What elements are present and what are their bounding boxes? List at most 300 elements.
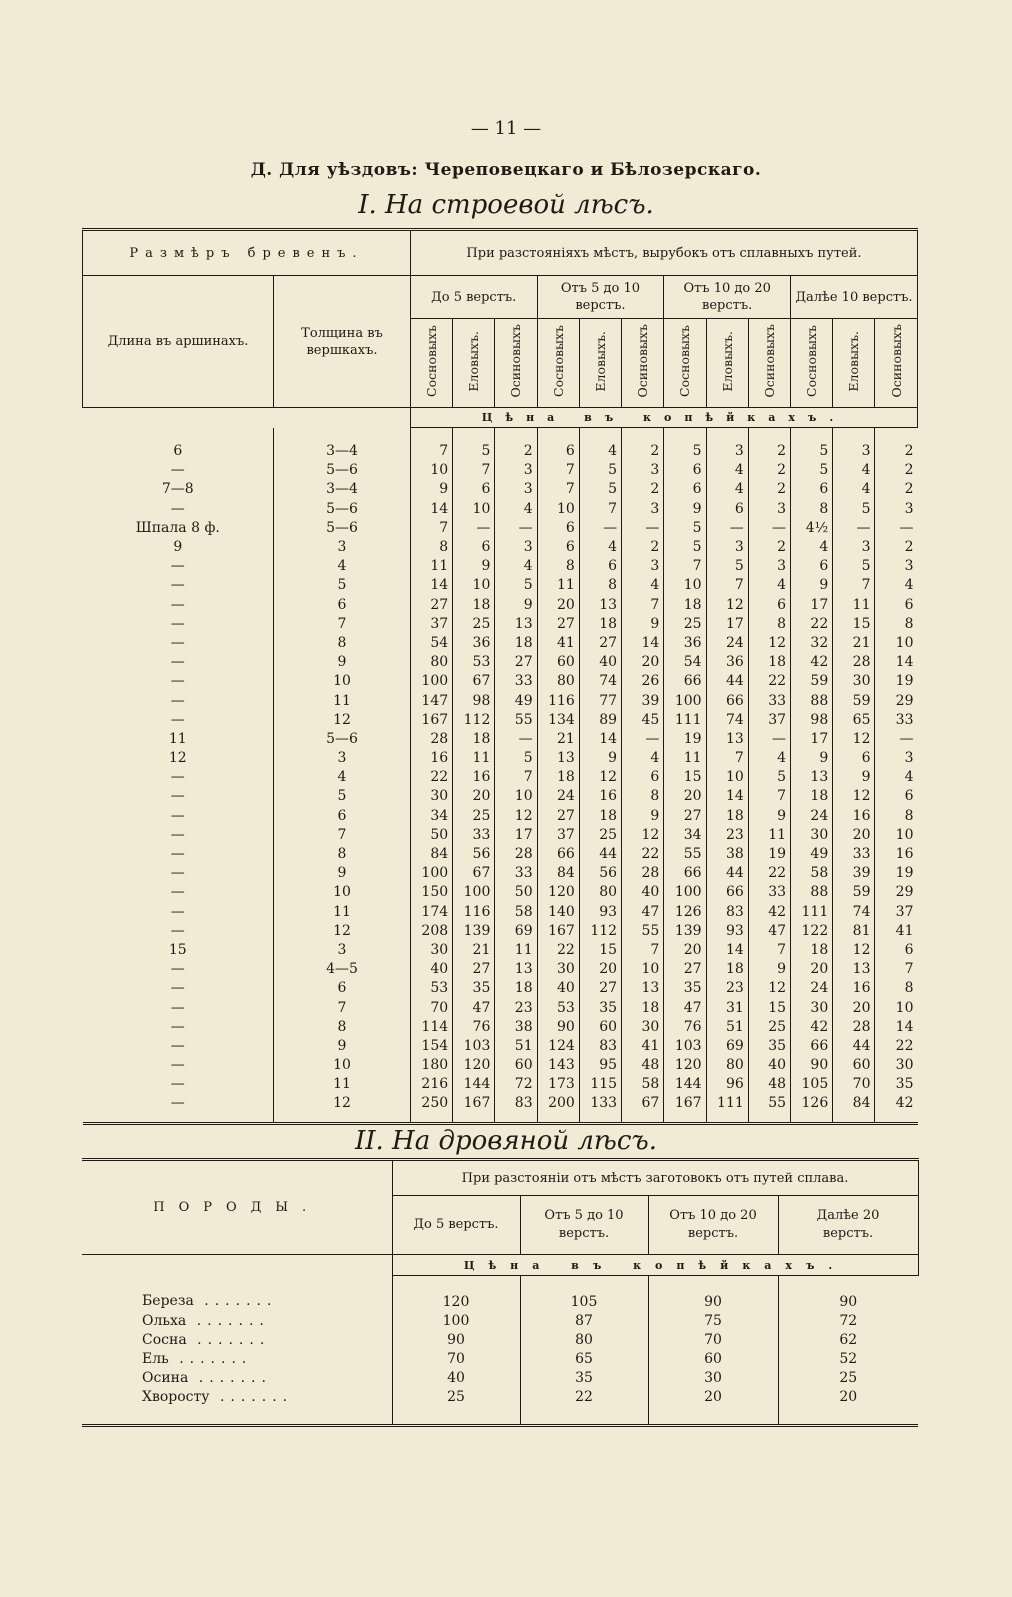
price-cell: 33 [495,672,537,691]
price-cell: 10 [706,768,748,787]
table-row [83,519,918,538]
price-cell: 4 [791,538,833,557]
price-cell: 40 [537,979,579,998]
price-cell: 6 [833,749,875,768]
price-cell: 53 [410,979,452,998]
price-cell: 81 [833,922,875,941]
price-cell: 53 [453,653,495,672]
price-cell: 36 [453,634,495,653]
price-cell: 16 [453,768,495,787]
price-cell: 13 [579,596,621,615]
price-cell: 3 [495,480,537,499]
price-cell: 28 [622,864,664,883]
price-cell: 47 [748,922,790,941]
species-name: Хворосту [142,1388,210,1405]
length-cell: 7—8 [161,481,194,498]
length-cell: — [170,922,185,939]
price-cell: 8 [579,576,621,595]
table-row [82,1387,918,1426]
price-cell: 167 [453,1094,495,1123]
species-header [579,319,621,408]
price-cell: 4 [579,428,621,462]
price-cell: 114 [410,1018,452,1037]
price-cell: 45 [622,711,664,730]
species-label: Осиновыхъ [508,324,524,398]
table-row [83,480,918,499]
price-cell: 67 [622,1094,664,1123]
thickness-cell: 3 [274,749,411,768]
thickness-cell: 6 [274,979,411,998]
table-row [82,1330,918,1349]
price-cell: 3 [748,557,790,576]
price-cell: 9 [622,615,664,634]
thickness-cell: 12 [274,922,411,941]
price-cell: 11 [495,941,537,960]
table-row [83,979,918,998]
price-cell: 17 [791,730,833,749]
thickness-cell: 11 [274,1075,411,1094]
price-cell: 6 [748,596,790,615]
price-cell: 3 [622,557,664,576]
price-cell: 11 [453,749,495,768]
price-cell: 216 [410,1075,452,1094]
price-cell: 10 [875,826,918,845]
price-cell: 27 [664,960,706,979]
species-label: Сосновыхъ [550,325,566,397]
price-cell: 70 [410,998,452,1017]
length-cell: — [170,692,185,709]
price-cell: 111 [706,1094,748,1123]
price-cell: 111 [791,903,833,922]
thickness-cell: 8 [274,845,411,864]
price-cell: 90 [392,1330,520,1349]
price-cell: 58 [495,903,537,922]
species-header [791,319,833,408]
price-cell: 3 [833,428,875,462]
price-cell: 208 [410,922,452,941]
thickness-cell: 7 [274,826,411,845]
price-cell: 83 [706,903,748,922]
price-cell: 2 [748,461,790,480]
length-cell: — [170,1076,185,1093]
price-cell: 14 [622,634,664,653]
price-cell: 8 [875,979,918,998]
price-cell: 7 [706,576,748,595]
price-cell: 6 [453,480,495,499]
price-cell: 52 [778,1349,918,1368]
price-cell: 6 [791,557,833,576]
species-header [748,319,790,408]
price-cell: 5 [579,480,621,499]
table-row [83,730,918,749]
table-row [83,596,918,615]
price-cell: 88 [791,883,833,902]
length-cell: — [170,1037,185,1054]
price-cell: 100 [453,883,495,902]
price-cell: 75 [648,1311,778,1330]
price-cell: 18 [537,768,579,787]
table-row [83,1018,918,1037]
price-cell: 33 [453,826,495,845]
price-cell: 9 [495,596,537,615]
species-header [664,319,706,408]
price-cell: 140 [537,903,579,922]
price-cell: 67 [453,864,495,883]
price-cell: 22 [791,615,833,634]
price-cell: 30 [833,672,875,691]
price-cell: 20 [622,653,664,672]
price-cell: 18 [495,634,537,653]
price-cell: 2 [875,461,918,480]
price-cell: 100 [410,864,452,883]
price-cell: 7 [410,428,452,462]
price-cell: 6 [791,480,833,499]
price-cell: 60 [495,1056,537,1075]
price-cell: 115 [579,1075,621,1094]
length-cell: — [170,1018,185,1035]
price-cell: 5 [495,749,537,768]
price-cell: 21 [833,634,875,653]
price-cell: 5 [791,461,833,480]
length-cell: — [170,673,185,690]
price-cell: 2 [622,480,664,499]
price-cell: — [495,730,537,749]
price-caption: Цѣна въ копѣйкахъ. [392,1255,918,1276]
price-cell: 76 [664,1018,706,1037]
price-cell: 41 [537,634,579,653]
price-cell: 93 [706,922,748,941]
price-cell: 22 [622,845,664,864]
price-cell: 33 [748,883,790,902]
price-cell: 33 [875,711,918,730]
price-cell: 6 [453,538,495,557]
price-cell: 67 [453,672,495,691]
price-cell: 6 [875,596,918,615]
price-cell: 25 [579,826,621,845]
price-cell: 167 [410,711,452,730]
price-cell: 150 [410,883,452,902]
price-cell: 90 [791,1056,833,1075]
price-cell: 105 [791,1075,833,1094]
table-row [83,883,918,902]
price-cell: 72 [778,1311,918,1330]
price-cell: 30 [648,1368,778,1387]
species-header [410,319,452,408]
species-name: Береза [142,1293,194,1310]
price-cell: 13 [495,960,537,979]
thickness-cell: 10 [274,883,411,902]
price-cell: 120 [453,1056,495,1075]
length-cell: — [170,807,185,824]
price-cell: 7 [622,596,664,615]
species-header [495,319,537,408]
price-cell: — [875,730,918,749]
length-cell: — [170,596,185,613]
table-row [83,711,918,730]
price-cell: 23 [706,979,748,998]
price-cell: 4 [622,576,664,595]
price-cell: 5 [495,576,537,595]
price-cell: 4 [875,768,918,787]
price-cell: 66 [664,672,706,691]
price-cell: 22 [410,768,452,787]
table-row [83,807,918,826]
price-cell: 27 [410,596,452,615]
price-cell: 3 [875,749,918,768]
price-cell: 51 [495,1037,537,1056]
price-cell: 4½ [791,519,833,538]
price-cell: 12 [579,768,621,787]
price-cell: 83 [579,1037,621,1056]
price-cell: 48 [622,1056,664,1075]
table-row [83,634,918,653]
price-cell: 28 [410,730,452,749]
price-cell: 26 [622,672,664,691]
thickness-cell: 11 [274,903,411,922]
price-cell: 19 [875,672,918,691]
species-header [622,319,664,408]
price-cell: 13 [833,960,875,979]
price-cell: 22 [875,1037,918,1056]
price-cell: 55 [495,711,537,730]
price-cell: 83 [495,1094,537,1123]
price-cell: 27 [579,979,621,998]
timber-price-table [82,228,918,1125]
species-label: Сосновыхъ [677,325,693,397]
group-header: До 5 верстъ. [392,1196,520,1255]
price-cell: 59 [833,691,875,710]
price-cell: 23 [706,826,748,845]
species-label: Еловыхъ. [466,330,482,392]
price-cell: 19 [664,730,706,749]
price-cell: 112 [453,711,495,730]
length-cell: — [170,577,185,594]
price-cell: 10 [664,576,706,595]
price-cell: 2 [622,428,664,462]
group-header: Отъ 10 до 20 верстъ. [664,276,791,319]
price-cell: 47 [622,903,664,922]
price-cell: 33 [833,845,875,864]
price-cell: 7 [410,519,452,538]
price-cell: 3 [875,557,918,576]
price-cell: 60 [648,1349,778,1368]
thickness-cell: 9 [274,653,411,672]
price-cell: 93 [579,903,621,922]
length-cell: — [170,634,185,651]
price-cell: 9 [748,960,790,979]
price-cell: 12 [833,787,875,806]
table-row [83,864,918,883]
price-cell: 30 [410,941,452,960]
species-cell [82,1368,392,1387]
price-cell: 16 [875,845,918,864]
price-cell: 22 [537,941,579,960]
species-header [706,319,748,408]
price-cell: 66 [791,1037,833,1056]
price-cell: 2 [748,428,790,462]
price-cell: 80 [579,883,621,902]
price-cell: 35 [520,1368,648,1387]
section2-title: II. На дровяной лѣсъ. [354,1126,658,1156]
price-cell: 7 [748,787,790,806]
table-row [82,1349,918,1368]
price-cell: 24 [706,634,748,653]
price-cell: 6 [622,768,664,787]
price-cell: 5 [664,538,706,557]
price-cell: 50 [410,826,452,845]
price-cell: 5 [833,500,875,519]
price-cell: 14 [875,1018,918,1037]
price-cell: 76 [453,1018,495,1037]
price-cell: 13 [622,979,664,998]
price-caption: Цѣна въ копѣйкахъ. [410,408,917,428]
price-cell: 77 [579,691,621,710]
price-cell: 120 [664,1056,706,1075]
thickness-cell: 4—5 [274,960,411,979]
thickness-cell: 3 [274,941,411,960]
price-cell: 42 [748,903,790,922]
price-cell: 167 [664,1094,706,1123]
table-row [83,749,918,768]
species-header [453,319,495,408]
price-cell: — [495,519,537,538]
price-cell: 20 [664,787,706,806]
price-cell: 13 [537,749,579,768]
price-cell: 111 [664,711,706,730]
table-row [83,768,918,787]
price-cell: 69 [495,922,537,941]
species-header [537,319,579,408]
price-cell: 69 [706,1037,748,1056]
length-cell: — [170,999,185,1016]
price-cell: 7 [537,461,579,480]
species-label: Еловыхъ. [719,330,735,392]
price-cell: 41 [875,922,918,941]
price-cell: 144 [453,1075,495,1094]
price-cell: 7 [748,941,790,960]
price-cell: 103 [453,1037,495,1056]
price-cell: 8 [875,807,918,826]
price-cell: 5 [833,557,875,576]
price-cell: 56 [453,845,495,864]
price-cell: 37 [410,615,452,634]
price-cell: 28 [495,845,537,864]
thickness-cell: 8 [274,634,411,653]
price-cell: 30 [791,998,833,1017]
price-cell: 10 [495,787,537,806]
price-cell: 28 [833,1018,875,1037]
price-cell: 120 [537,883,579,902]
price-cell: 28 [833,653,875,672]
price-cell: 22 [748,864,790,883]
price-cell: 4 [833,480,875,499]
table-row [83,998,918,1017]
price-cell: 3 [495,538,537,557]
species-label: Сосновыхъ [424,325,440,397]
price-cell: 17 [706,615,748,634]
price-cell: 20 [833,826,875,845]
price-cell: 124 [537,1037,579,1056]
length-cell: — [170,826,185,843]
price-cell: — [875,519,918,538]
price-cell: 7 [706,749,748,768]
price-cell: 84 [833,1094,875,1123]
price-cell: 12 [748,634,790,653]
leader-dots: ....... [186,1331,271,1348]
price-cell: 10 [875,998,918,1017]
price-cell: 250 [410,1094,452,1123]
price-cell: 34 [664,826,706,845]
price-cell: 39 [622,691,664,710]
price-cell: 11 [748,826,790,845]
price-cell: — [622,519,664,538]
price-cell: 98 [791,711,833,730]
length-cell: 12 [168,750,187,767]
price-cell: 139 [664,922,706,941]
price-cell: 11 [537,576,579,595]
table-row [83,576,918,595]
price-cell: 5 [453,428,495,462]
length-cell: 15 [168,941,187,958]
price-cell: 144 [664,1075,706,1094]
price-cell: 80 [537,672,579,691]
price-cell: 12 [622,826,664,845]
price-cell: 80 [706,1056,748,1075]
species-label: Еловыхъ. [846,330,862,392]
thickness-cell: 6 [274,807,411,826]
thickness-cell: 10 [274,672,411,691]
header-log-size: Размѣръ бревенъ. [83,230,411,276]
price-cell: 54 [410,634,452,653]
price-cell: 30 [875,1056,918,1075]
price-cell: 147 [410,691,452,710]
price-cell: 98 [453,691,495,710]
length-cell: — [170,788,185,805]
price-cell: 25 [748,1018,790,1037]
length-cell: — [170,711,185,728]
price-cell: 167 [537,922,579,941]
header-distance: При разстояніи отъ мѣстъ заготовокъ отъ путей сплава. [392,1160,918,1196]
price-cell: 7 [579,500,621,519]
price-cell: 12 [706,596,748,615]
price-cell: 51 [706,1018,748,1037]
price-cell: 6 [706,500,748,519]
price-cell: 13 [706,730,748,749]
species-name: Осина [142,1369,189,1386]
thickness-cell: 12 [274,1094,411,1123]
price-cell: 6 [875,941,918,960]
thickness-cell: 5—6 [274,519,411,538]
thickness-cell: 6 [274,596,411,615]
thickness-cell: 4 [274,557,411,576]
price-cell: 9 [664,500,706,519]
species-cell [82,1330,392,1349]
price-cell: 66 [706,883,748,902]
length-cell: — [170,1095,185,1112]
thickness-cell: 3—4 [274,480,411,499]
price-cell: 8 [410,538,452,557]
price-cell: 25 [392,1387,520,1426]
price-cell: 4 [495,500,537,519]
thickness-cell: 10 [274,1056,411,1075]
price-cell: 80 [520,1330,648,1349]
price-cell: 6 [664,480,706,499]
species-header [833,319,875,408]
price-cell: 7 [622,941,664,960]
price-cell: 35 [453,979,495,998]
table-row [83,428,918,462]
price-cell: 40 [579,653,621,672]
